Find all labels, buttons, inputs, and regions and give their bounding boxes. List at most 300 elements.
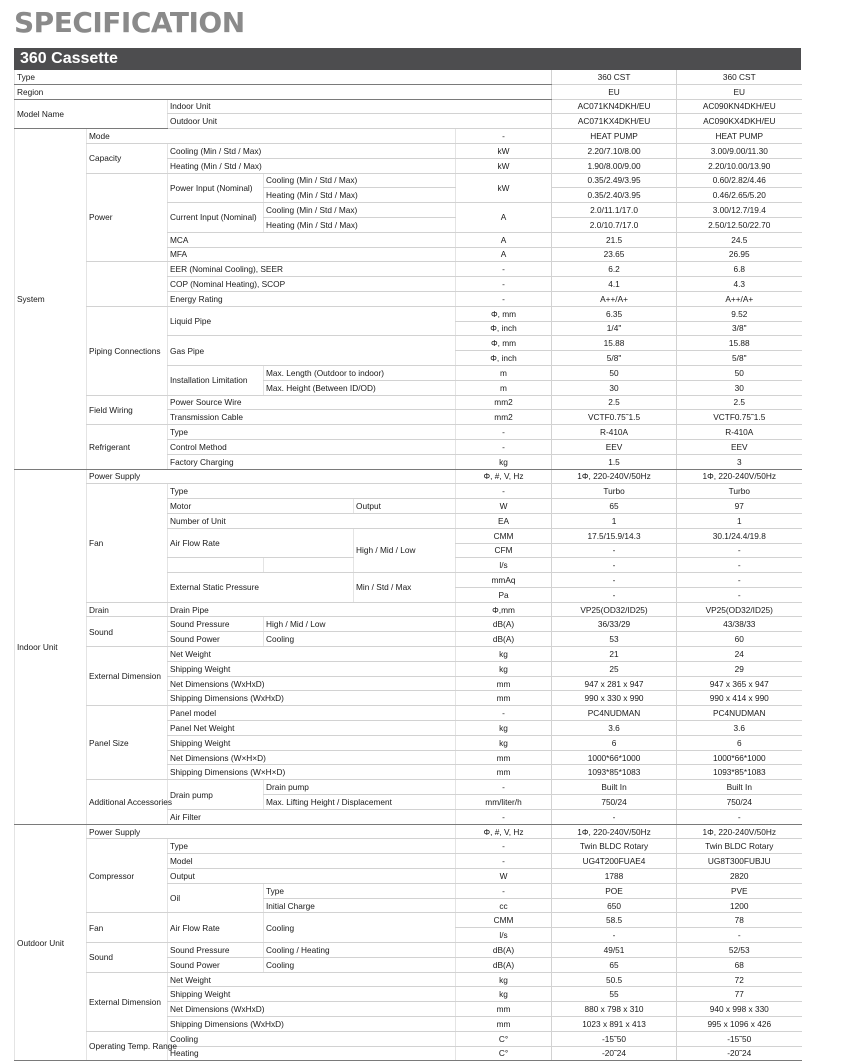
- unit-cell: m: [456, 365, 552, 380]
- label-cell: Factory Charging: [168, 454, 456, 469]
- value-cell: 6: [552, 735, 677, 750]
- value-cell: 30.1/24.4/19.8: [677, 528, 802, 543]
- value-cell: 6.35: [552, 306, 677, 321]
- unit-cell: kW: [456, 158, 552, 173]
- value-cell: 2.0/10.7/17.0: [552, 217, 677, 232]
- label-cell: Fan: [87, 484, 168, 602]
- value-cell: 880 x 798 x 310: [552, 1002, 677, 1017]
- value-cell: 9.52: [677, 306, 802, 321]
- unit-cell: dB(A): [456, 617, 552, 632]
- value-cell: 1093*85*1083: [552, 765, 677, 780]
- label-cell: Operating Temp. Range: [87, 1031, 168, 1061]
- value-cell: -: [677, 573, 802, 588]
- value-cell: HEAT PUMP: [677, 129, 802, 144]
- label-cell: Liquid Pipe: [168, 306, 456, 336]
- unit-cell: -: [456, 706, 552, 721]
- value-cell: 17.5/15.9/14.3: [552, 528, 677, 543]
- unit-cell: A: [456, 232, 552, 247]
- value-cell: 30: [552, 380, 677, 395]
- value-cell: 3: [677, 454, 802, 469]
- label-cell: Refrigerant: [87, 425, 168, 469]
- unit-cell: mm2: [456, 410, 552, 425]
- unit-cell: l/s: [456, 558, 552, 573]
- value-cell: 4.1: [552, 277, 677, 292]
- label-cell: Sound Power: [168, 957, 264, 972]
- value-cell: 78: [677, 913, 802, 928]
- value-cell: -20˜24: [552, 1046, 677, 1061]
- unit-cell: W: [456, 869, 552, 884]
- value-cell: AC071KX4DKH/EU: [552, 114, 677, 129]
- unit-cell: kg: [456, 454, 552, 469]
- value-cell: 940 x 998 x 330: [677, 1002, 802, 1017]
- table-row: [15, 824, 802, 839]
- label-cell: Shipping Dimensions (WxHxD): [168, 691, 456, 706]
- value-cell: 1/4": [552, 321, 677, 336]
- label-cell: Type: [15, 70, 552, 84]
- label-cell: Oil: [168, 883, 264, 913]
- table-row: [15, 395, 802, 410]
- unit-cell: mm: [456, 750, 552, 765]
- value-cell: PC4NUDMAN: [552, 706, 677, 721]
- unit-cell: kg: [456, 735, 552, 750]
- value-cell: -15˜50: [552, 1031, 677, 1046]
- value-cell: 36/33/29: [552, 617, 677, 632]
- value-cell: 0.60/2.82/4.46: [677, 173, 802, 188]
- label-cell: Air Flow Rate: [168, 528, 354, 558]
- value-cell: 1788: [552, 869, 677, 884]
- value-cell: 60: [677, 632, 802, 647]
- value-cell: 50: [552, 365, 677, 380]
- label-cell: Capacity: [87, 143, 168, 173]
- unit-cell: CFM: [456, 543, 552, 558]
- value-cell: 23.65: [552, 247, 677, 262]
- value-cell: 4.3: [677, 277, 802, 292]
- unit-cell: kg: [456, 647, 552, 662]
- table-row: [15, 647, 802, 662]
- label-cell: High / Mid / Low: [264, 617, 456, 632]
- table-row: [15, 1031, 802, 1046]
- unit-cell: mm: [456, 1002, 552, 1017]
- label-cell: Max. Length (Outdoor to indoor): [264, 365, 456, 380]
- value-cell: 1: [552, 513, 677, 528]
- table-row: [15, 143, 802, 158]
- label-cell: Field Wiring: [87, 395, 168, 425]
- value-cell: 1023 x 891 x 413: [552, 1017, 677, 1032]
- unit-cell: mm/liter/h: [456, 795, 552, 810]
- value-cell: 1Φ, 220-240V/50Hz: [677, 824, 802, 839]
- unit-cell: m: [456, 380, 552, 395]
- value-cell: 77: [677, 987, 802, 1002]
- unit-cell: mm2: [456, 395, 552, 410]
- value-cell: AC090KX4DKH/EU: [677, 114, 802, 129]
- value-cell: 750/24: [552, 795, 677, 810]
- value-cell: -: [552, 543, 677, 558]
- unit-cell: mm: [456, 765, 552, 780]
- value-cell: 1: [677, 513, 802, 528]
- specification-table: [14, 70, 802, 1061]
- table-row: [15, 913, 802, 928]
- label-cell: Sound: [87, 943, 168, 973]
- value-cell: Built In: [552, 780, 677, 795]
- label-cell: Output: [168, 869, 456, 884]
- value-cell: 30: [677, 380, 802, 395]
- value-cell: -: [552, 587, 677, 602]
- label-cell: Cooling: [168, 1031, 456, 1046]
- unit-cell: -: [456, 439, 552, 454]
- unit-cell: CMM: [456, 913, 552, 928]
- label-cell: Power: [87, 173, 168, 262]
- value-cell: 68: [677, 957, 802, 972]
- unit-cell: A: [456, 203, 552, 233]
- value-cell: 25: [552, 661, 677, 676]
- value-cell: -: [677, 587, 802, 602]
- label-cell: Net Weight: [168, 647, 456, 662]
- value-cell: 2.50/12.50/22.70: [677, 217, 802, 232]
- value-cell: 0.35/2.49/3.95: [552, 173, 677, 188]
- label-cell: Indoor Unit: [15, 469, 87, 824]
- value-cell: 1000*66*1000: [677, 750, 802, 765]
- label-cell: Current Input (Nominal): [168, 203, 264, 233]
- value-cell: POE: [552, 883, 677, 898]
- label-cell: Heating (Min / Std / Max): [168, 158, 456, 173]
- label-cell: Indoor Unit: [168, 99, 552, 114]
- label-cell: Heating: [168, 1046, 456, 1061]
- value-cell: 3/8": [677, 321, 802, 336]
- value-cell: 53: [552, 632, 677, 647]
- value-cell: Twin BLDC Rotary: [552, 839, 677, 854]
- label-cell: Type: [168, 484, 456, 499]
- unit-cell: cc: [456, 898, 552, 913]
- label-cell: Shipping Weight: [168, 661, 456, 676]
- unit-cell: Φ, inch: [456, 351, 552, 366]
- label-cell: MFA: [168, 247, 456, 262]
- value-cell: -15˜50: [677, 1031, 802, 1046]
- value-cell: 1000*66*1000: [552, 750, 677, 765]
- label-cell: Panel Net Weight: [168, 721, 456, 736]
- value-cell: 15.88: [552, 336, 677, 351]
- value-cell: 1093*85*1083: [677, 765, 802, 780]
- unit-cell: kW: [456, 173, 552, 203]
- value-cell: UG4T200FUAE4: [552, 854, 677, 869]
- unit-cell: EA: [456, 513, 552, 528]
- table-row: [15, 839, 802, 854]
- value-cell: 2.5: [552, 395, 677, 410]
- unit-cell: Φ, #, V, Hz: [456, 469, 552, 484]
- unit-cell: C°: [456, 1031, 552, 1046]
- table-row: [15, 306, 802, 321]
- value-cell: Turbo: [552, 484, 677, 499]
- model-series-bar: 360 Cassette: [14, 48, 801, 70]
- value-cell: 2.20/10.00/13.90: [677, 158, 802, 173]
- value-cell: 6.8: [677, 262, 802, 277]
- label-cell: Net Weight: [168, 972, 456, 987]
- unit-cell: -: [456, 839, 552, 854]
- label-cell: Fan: [87, 913, 168, 943]
- value-cell: 360 CST: [552, 70, 677, 84]
- label-cell: [168, 558, 264, 573]
- value-cell: VCTF0.75˜1.5: [677, 410, 802, 425]
- value-cell: 995 x 1096 x 426: [677, 1017, 802, 1032]
- label-cell: [87, 262, 168, 306]
- label-cell: Air Flow Rate: [168, 913, 264, 943]
- value-cell: 43/38/33: [677, 617, 802, 632]
- value-cell: PVE: [677, 883, 802, 898]
- value-cell: 2.20/7.10/8.00: [552, 143, 677, 158]
- value-cell: UG8T300FUBJU: [677, 854, 802, 869]
- label-cell: System: [15, 129, 87, 469]
- value-cell: VP25(OD32/ID25): [677, 602, 802, 617]
- label-cell: Drain Pipe: [168, 602, 456, 617]
- value-cell: 65: [552, 957, 677, 972]
- unit-cell: A: [456, 247, 552, 262]
- unit-cell: -: [456, 277, 552, 292]
- unit-cell: dB(A): [456, 957, 552, 972]
- label-cell: Power Input (Nominal): [168, 173, 264, 203]
- value-cell: 58.5: [552, 913, 677, 928]
- table-row: [15, 943, 802, 958]
- value-cell: A++/A+: [677, 291, 802, 306]
- unit-cell: Φ, inch: [456, 321, 552, 336]
- value-cell: 0.46/2.65/5.20: [677, 188, 802, 203]
- unit-cell: -: [456, 780, 552, 795]
- table-row: [15, 972, 802, 987]
- value-cell: HEAT PUMP: [552, 129, 677, 144]
- label-cell: Cooling (Min / Std / Max): [264, 173, 456, 188]
- value-cell: 990 x 414 x 990: [677, 691, 802, 706]
- unit-cell: -: [456, 291, 552, 306]
- label-cell: Shipping Dimensions (W×H×D): [168, 765, 456, 780]
- label-cell: Sound Pressure: [168, 943, 264, 958]
- label-cell: Power Supply: [87, 824, 456, 839]
- label-cell: Heating (Min / Std / Max): [264, 188, 456, 203]
- unit-cell: Pa: [456, 587, 552, 602]
- value-cell: 1.90/8.00/9.00: [552, 158, 677, 173]
- label-cell: Motor: [168, 499, 354, 514]
- unit-cell: W: [456, 499, 552, 514]
- table-row: [15, 262, 802, 277]
- table-row: [15, 70, 802, 84]
- value-cell: 24.5: [677, 232, 802, 247]
- label-cell: MCA: [168, 232, 456, 247]
- table-row: [15, 484, 802, 499]
- label-cell: Max. Height (Between ID/OD): [264, 380, 456, 395]
- value-cell: 2.0/11.1/17.0: [552, 203, 677, 218]
- label-cell: High / Mid / Low: [354, 528, 456, 572]
- unit-cell: -: [456, 484, 552, 499]
- value-cell: AC071KN4DKH/EU: [552, 99, 677, 114]
- value-cell: 97: [677, 499, 802, 514]
- value-cell: EEV: [552, 439, 677, 454]
- label-cell: Sound: [87, 617, 168, 647]
- label-cell: Transmission Cable: [168, 410, 456, 425]
- value-cell: 360 CST: [677, 70, 802, 84]
- unit-cell: CMM: [456, 528, 552, 543]
- value-cell: -: [677, 558, 802, 573]
- table-row: [15, 602, 802, 617]
- value-cell: Built In: [677, 780, 802, 795]
- value-cell: -: [677, 928, 802, 943]
- value-cell: 650: [552, 898, 677, 913]
- label-cell: Net Dimensions (W×H×D): [168, 750, 456, 765]
- table-row: [15, 99, 802, 114]
- table-row: [15, 617, 802, 632]
- label-cell: Net Dimensions (WxHxD): [168, 676, 456, 691]
- unit-cell: kg: [456, 721, 552, 736]
- label-cell: Panel Size: [87, 706, 168, 780]
- value-cell: 1200: [677, 898, 802, 913]
- unit-cell: -: [456, 883, 552, 898]
- value-cell: -: [552, 558, 677, 573]
- unit-cell: mm: [456, 1017, 552, 1032]
- value-cell: -: [552, 809, 677, 824]
- label-cell: Drain pump: [168, 780, 264, 810]
- unit-cell: kW: [456, 143, 552, 158]
- value-cell: R-410A: [552, 425, 677, 440]
- unit-cell: Φ, mm: [456, 306, 552, 321]
- value-cell: Twin BLDC Rotary: [677, 839, 802, 854]
- label-cell: Model Name: [15, 99, 168, 129]
- label-cell: Type: [168, 425, 456, 440]
- label-cell: Piping Connections: [87, 306, 168, 395]
- label-cell: Drain pump: [264, 780, 456, 795]
- unit-cell: Φ, #, V, Hz: [456, 824, 552, 839]
- label-cell: Shipping Weight: [168, 987, 456, 1002]
- page-title: SPECIFICATION: [14, 6, 245, 39]
- label-cell: Drain: [87, 602, 168, 617]
- unit-cell: Φ, mm: [456, 336, 552, 351]
- table-row: [15, 469, 802, 484]
- unit-cell: Φ,mm: [456, 602, 552, 617]
- value-cell: 50.5: [552, 972, 677, 987]
- value-cell: 5/8": [552, 351, 677, 366]
- value-cell: 3.6: [677, 721, 802, 736]
- unit-cell: -: [456, 425, 552, 440]
- table-row: [15, 84, 802, 99]
- unit-cell: kg: [456, 987, 552, 1002]
- unit-cell: mm: [456, 676, 552, 691]
- label-cell: Compressor: [87, 839, 168, 913]
- label-cell: Type: [264, 883, 456, 898]
- label-cell: Panel model: [168, 706, 456, 721]
- label-cell: Sound Pressure: [168, 617, 264, 632]
- label-cell: Region: [15, 84, 552, 99]
- label-cell: Model: [168, 854, 456, 869]
- value-cell: PC4NUDMAN: [677, 706, 802, 721]
- value-cell: 3.6: [552, 721, 677, 736]
- label-cell: Outdoor Unit: [168, 114, 552, 129]
- value-cell: -: [677, 809, 802, 824]
- value-cell: VP25(OD32/ID25): [552, 602, 677, 617]
- value-cell: 21.5: [552, 232, 677, 247]
- value-cell: 24: [677, 647, 802, 662]
- value-cell: 21: [552, 647, 677, 662]
- label-cell: Cooling: [264, 913, 456, 943]
- value-cell: 15.88: [677, 336, 802, 351]
- unit-cell: -: [456, 262, 552, 277]
- label-cell: Control Method: [168, 439, 456, 454]
- value-cell: 65: [552, 499, 677, 514]
- label-cell: Air Filter: [168, 809, 456, 824]
- value-cell: 5/8": [677, 351, 802, 366]
- label-cell: External Static Pressure: [168, 573, 354, 603]
- unit-cell: -: [456, 854, 552, 869]
- unit-cell: kg: [456, 972, 552, 987]
- value-cell: -: [552, 573, 677, 588]
- unit-cell: l/s: [456, 928, 552, 943]
- value-cell: 72: [677, 972, 802, 987]
- label-cell: Shipping Weight: [168, 735, 456, 750]
- label-cell: Initial Charge: [264, 898, 456, 913]
- value-cell: R-410A: [677, 425, 802, 440]
- table-row: [15, 780, 802, 795]
- table-row: [15, 173, 802, 188]
- label-cell: COP (Nominal Heating), SCOP: [168, 277, 456, 292]
- value-cell: AC090KN4DKH/EU: [677, 99, 802, 114]
- value-cell: 49/51: [552, 943, 677, 958]
- value-cell: 947 x 365 x 947: [677, 676, 802, 691]
- label-cell: Power Supply: [87, 469, 456, 484]
- label-cell: External Dimension: [87, 972, 168, 1031]
- label-cell: Installation Limitation: [168, 365, 264, 395]
- table-row: [15, 706, 802, 721]
- value-cell: 6: [677, 735, 802, 750]
- unit-cell: mmAq: [456, 573, 552, 588]
- value-cell: 6.2: [552, 262, 677, 277]
- label-cell: Shipping Dimensions (WxHxD): [168, 1017, 456, 1032]
- label-cell: Outdoor Unit: [15, 824, 87, 1061]
- value-cell: 26.95: [677, 247, 802, 262]
- value-cell: 1Φ, 220-240V/50Hz: [677, 469, 802, 484]
- label-cell: Additional Accessories: [87, 780, 168, 824]
- value-cell: 0.35/2.40/3.95: [552, 188, 677, 203]
- unit-cell: kg: [456, 661, 552, 676]
- value-cell: A++/A+: [552, 291, 677, 306]
- label-cell: Heating (Min / Std / Max): [264, 217, 456, 232]
- table-row: [15, 129, 802, 144]
- value-cell: Turbo: [677, 484, 802, 499]
- value-cell: VCTF0.75˜1.5: [552, 410, 677, 425]
- label-cell: Type: [168, 839, 456, 854]
- value-cell: 3.00/9.00/11.30: [677, 143, 802, 158]
- unit-cell: -: [456, 809, 552, 824]
- label-cell: Max. Lifting Height / Displacement: [264, 795, 456, 810]
- table-row: [15, 425, 802, 440]
- value-cell: 990 x 330 x 990: [552, 691, 677, 706]
- value-cell: 2.5: [677, 395, 802, 410]
- label-cell: Number of Unit: [168, 513, 456, 528]
- value-cell: 3.00/12.7/19.4: [677, 203, 802, 218]
- label-cell: [264, 558, 354, 573]
- value-cell: 947 x 281 x 947: [552, 676, 677, 691]
- label-cell: Mode: [87, 129, 456, 144]
- label-cell: Cooling: [264, 632, 456, 647]
- value-cell: 29: [677, 661, 802, 676]
- value-cell: 55: [552, 987, 677, 1002]
- value-cell: 1.5: [552, 454, 677, 469]
- value-cell: 750/24: [677, 795, 802, 810]
- value-cell: EU: [677, 84, 802, 99]
- label-cell: Sound Power: [168, 632, 264, 647]
- label-cell: Energy Rating: [168, 291, 456, 306]
- unit-cell: C°: [456, 1046, 552, 1061]
- value-cell: 2820: [677, 869, 802, 884]
- value-cell: EEV: [677, 439, 802, 454]
- unit-cell: mm: [456, 691, 552, 706]
- label-cell: EER (Nominal Cooling), SEER: [168, 262, 456, 277]
- label-cell: Output: [354, 499, 456, 514]
- value-cell: -: [677, 543, 802, 558]
- label-cell: Cooling: [264, 957, 456, 972]
